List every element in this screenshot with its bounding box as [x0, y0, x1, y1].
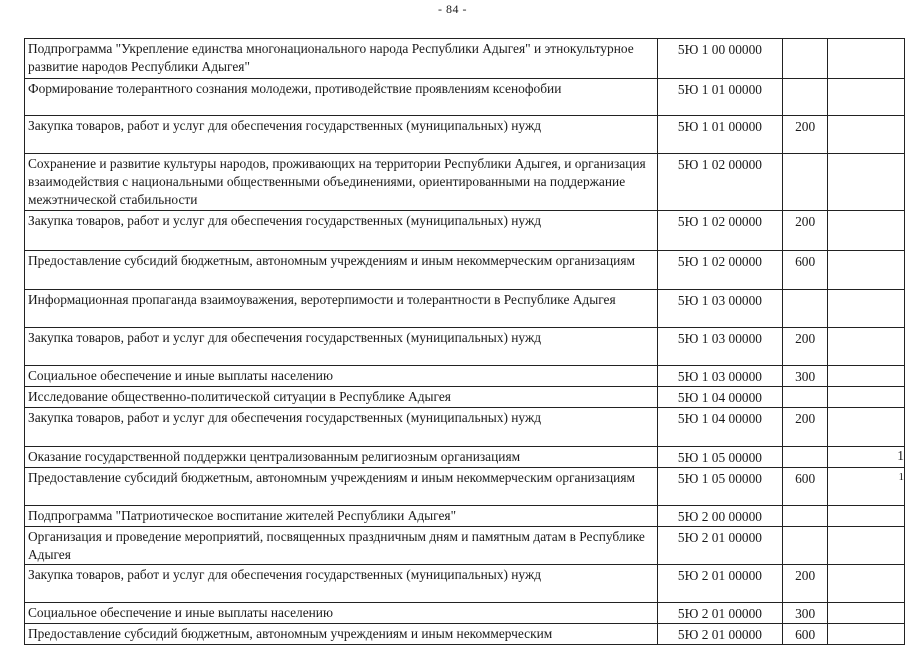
row-expense-type: 300: [782, 366, 828, 387]
row-extra: [828, 251, 905, 290]
row-name: Сохранение и развитие культуры народов, проживающих на территории Республики Адыгея, и организация взаимодействия с национальными общественными объединениями, ориентированными на поддержание межэтнической стабильности: [25, 154, 658, 211]
table-row: [25, 447, 905, 468]
table-row: [25, 366, 905, 387]
table-row: [25, 290, 905, 328]
table-row: [25, 506, 905, 527]
row-code: 5Ю 1 00 00000: [658, 39, 783, 79]
row-name: Закупка товаров, работ и услуг для обеспечения государственных (муниципальных) нужд: [25, 565, 658, 603]
row-extra: [828, 527, 905, 565]
row-code: 5Ю 2 01 00000: [658, 624, 783, 645]
row-name: Исследование общественно-политической ситуации в Республике Адыгея: [25, 387, 658, 408]
row-expense-type: 200: [782, 565, 828, 603]
row-name: Информационная пропаганда взаимоуважения, веротерпимости и толерантности в Республике Адыгея: [25, 290, 658, 328]
row-expense-type: 600: [782, 251, 828, 290]
row-extra: [828, 211, 905, 251]
row-expense-type: 600: [782, 468, 828, 506]
row-expense-type: [782, 39, 828, 79]
row-code: 5Ю 2 00 00000: [658, 506, 783, 527]
row-expense-type: 300: [782, 603, 828, 624]
table-row: [25, 39, 905, 79]
table-row: [25, 387, 905, 408]
row-extra: [828, 447, 905, 468]
row-name: Социальное обеспечение и иные выплаты населению: [25, 366, 658, 387]
row-name: Предоставление субсидий бюджетным, автономным учреждениям и иным некоммерческим: [25, 624, 658, 645]
budget-table: [24, 38, 905, 645]
row-expense-type: 200: [782, 328, 828, 366]
table-row: [25, 468, 905, 506]
row-code: 5Ю 2 01 00000: [658, 565, 783, 603]
table-row: [25, 79, 905, 116]
row-code: 5Ю 2 01 00000: [658, 603, 783, 624]
row-extra: [828, 366, 905, 387]
row-extra: [828, 624, 905, 645]
row-name: Закупка товаров, работ и услуг для обеспечения государственных (муниципальных) нужд: [25, 116, 658, 154]
row-name: Организация и проведение мероприятий, посвященных праздничным дням и памятным датам в Республике Адыгея: [25, 527, 658, 565]
row-extra: [828, 408, 905, 447]
row-code: 5Ю 1 01 00000: [658, 79, 783, 116]
row-code: 5Ю 1 03 00000: [658, 290, 783, 328]
row-extra: [828, 565, 905, 603]
row-extra: [828, 603, 905, 624]
row-extra: [828, 39, 905, 79]
row-name: Закупка товаров, работ и услуг для обеспечения государственных (муниципальных) нужд: [25, 211, 658, 251]
table-row: [25, 408, 905, 447]
row-extra: [828, 506, 905, 527]
table-row: [25, 624, 905, 645]
row-code: 5Ю 1 03 00000: [658, 366, 783, 387]
row-expense-type: [782, 527, 828, 565]
row-code: 5Ю 1 02 00000: [658, 154, 783, 211]
row-code: 5Ю 1 03 00000: [658, 328, 783, 366]
row-code: 5Ю 1 04 00000: [658, 408, 783, 447]
row-name: Предоставление субсидий бюджетным, автономным учреждениям и иным некоммерческим организациям: [25, 251, 658, 290]
row-expense-type: 200: [782, 211, 828, 251]
row-name: Социальное обеспечение и иные выплаты населению: [25, 603, 658, 624]
row-code: 5Ю 1 05 00000: [658, 447, 783, 468]
row-extra: [828, 290, 905, 328]
row-name: Подпрограмма "Патриотическое воспитание жителей Республики Адыгея": [25, 506, 658, 527]
row-code: 5Ю 1 02 00000: [658, 211, 783, 251]
row-name: Закупка товаров, работ и услуг для обеспечения государственных (муниципальных) нужд: [25, 408, 658, 447]
row-code: 5Ю 1 05 00000: [658, 468, 783, 506]
row-name: Оказание государственной поддержки централизованным религиозным организациям: [25, 447, 658, 468]
row-code: 5Ю 1 01 00000: [658, 116, 783, 154]
row-extra: [828, 79, 905, 116]
table-row: [25, 328, 905, 366]
row-expense-type: [782, 447, 828, 468]
table-row: [25, 154, 905, 211]
row-name: Предоставление субсидий бюджетным, автономным учреждениям и иным некоммерческим организациям: [25, 468, 658, 506]
page-number: - 84 -: [438, 2, 467, 16]
row-name: Закупка товаров, работ и услуг для обеспечения государственных (муниципальных) нужд: [25, 328, 658, 366]
row-extra: [828, 468, 905, 506]
row-expense-type: 600: [782, 624, 828, 645]
row-expense-type: [782, 506, 828, 527]
row-extra: [828, 387, 905, 408]
table-row: [25, 251, 905, 290]
table-row: [25, 565, 905, 603]
row-extra-value: 1: [897, 448, 904, 463]
row-expense-type: [782, 154, 828, 211]
row-expense-type: [782, 387, 828, 408]
table-row: [25, 603, 905, 624]
row-extra: [828, 328, 905, 366]
row-expense-type: 200: [782, 408, 828, 447]
row-expense-type: [782, 79, 828, 116]
row-expense-type: 200: [782, 116, 828, 154]
row-extra: [828, 154, 905, 211]
table-row: [25, 527, 905, 565]
table-row: [25, 211, 905, 251]
row-name: Подпрограмма "Укрепление единства многонационального народа Республики Адыгея" и этнокультурное развитие народов Республики Адыгея": [25, 39, 658, 79]
row-code: 5Ю 1 02 00000: [658, 251, 783, 290]
table-row: [25, 116, 905, 154]
row-extra: [828, 116, 905, 154]
row-code: 5Ю 2 01 00000: [658, 527, 783, 565]
row-extra-value: 1: [898, 471, 904, 483]
row-name: Формирование толерантного сознания молодежи, противодействие проявлениям ксенофобии: [25, 79, 658, 116]
row-code: 5Ю 1 04 00000: [658, 387, 783, 408]
row-expense-type: [782, 290, 828, 328]
